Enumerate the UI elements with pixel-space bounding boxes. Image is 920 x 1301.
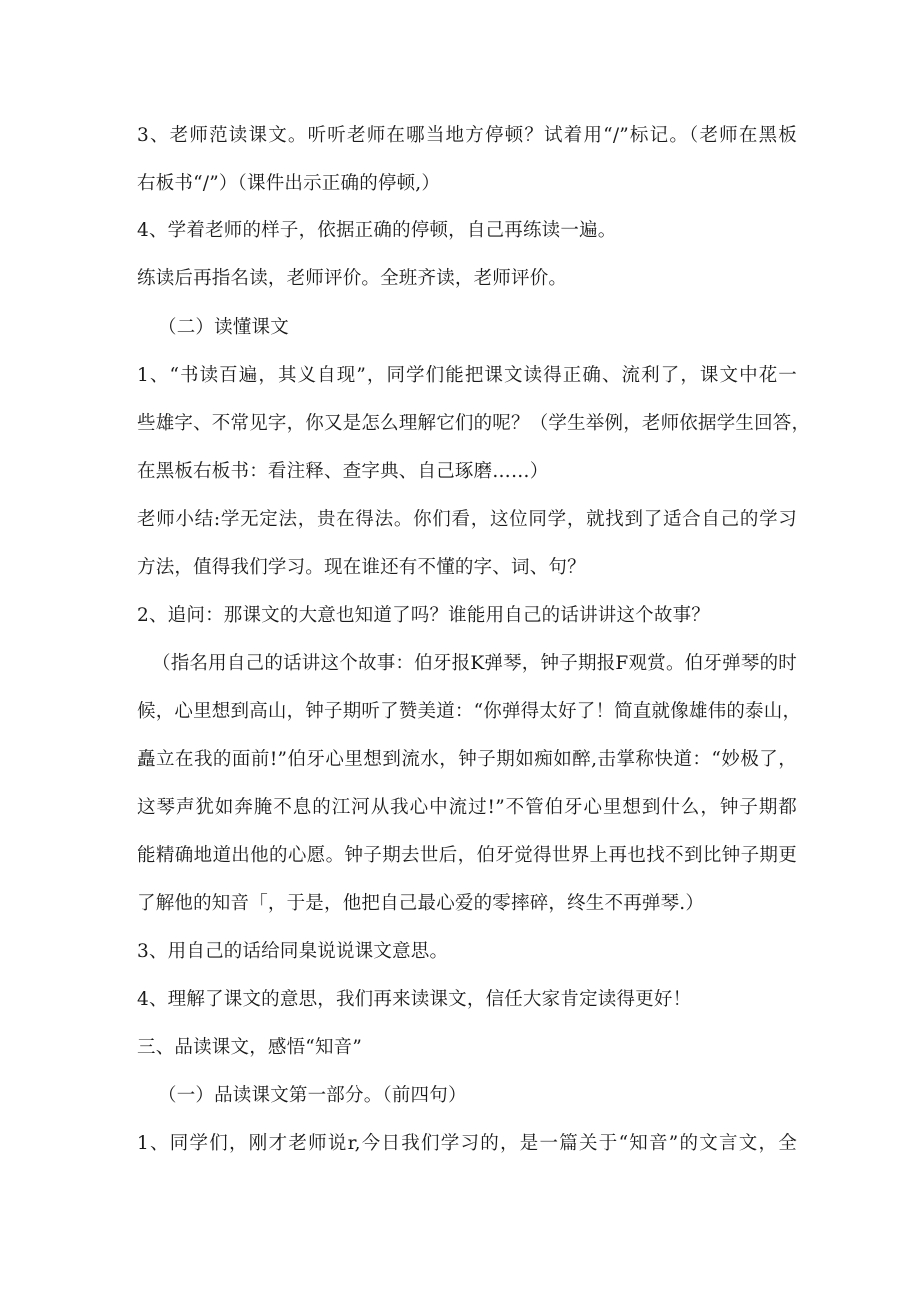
paragraph-line: 3、老师范读课文。听听老师在哪当地方停顿？试着用“/”标记。（老师在黑板: [137, 125, 797, 146]
paragraph-line: （指名用自己的话讲这个故事：伯牙报K弹琴，钟子期报F观赏。伯牙弹琴的时: [152, 653, 797, 674]
paragraph-line: 练读后再指名读，老师评价。全班齐读，老师评价。: [137, 268, 568, 289]
paragraph-line: 了解他的知音「，于是，他把自己最心爱的零摔碎，终生不再弹琴.）: [137, 893, 705, 914]
paragraph-line: 1、同学们，刚才老师说r,今日我们学习的，是一篇关于“知音”的文言文，全: [137, 1133, 797, 1154]
paragraph-line: 老师小结:学无定法，贵在得法。你们看，这位同学，就找到了适合自己的学习: [137, 509, 797, 530]
paragraph-line: 4、学着老师的样子，依据正确的停顿，自己再练读一遍。: [137, 220, 617, 241]
paragraph-line: 候，心里想到高山，钟子期听了赞美道：“你弹得太好了！简直就像雄伟的泰山，: [137, 701, 802, 722]
paragraph-line: 1、“书读百遍，其义自现”，同学们能把课文读得正确、流利了，课文中花一: [137, 365, 797, 386]
paragraph-line: 矗立在我的面前!”伯牙心里想到流水，钟子期如痴如醉,击掌称快道：“妙极了，: [137, 749, 797, 770]
section-heading: （一）品读课文第一部分。（前四句）: [158, 1085, 467, 1106]
paragraph-line: 这琴声犹如奔腌不息的江河从我心中流过!”不管伯牙心里想到什么，钟子期都: [137, 797, 797, 818]
paragraph-line: 在黑板右板书：看注释、查字典、自己琢磨……）: [137, 461, 549, 482]
paragraph-line: 2、追问：那课文的大意也知道了吗？谁能用自己的话讲讲这个故事？: [137, 605, 710, 626]
section-heading: 三、品读课文，感悟“知音”: [137, 1037, 363, 1058]
paragraph-line: 右板书“/”）（课件出示正确的停顿,）: [137, 173, 441, 194]
paragraph-line: 4、理解了课文的意思，我们再来读课文，信任大家肯定读得更好！: [137, 989, 692, 1010]
paragraph-line: 能精确地道出他的心愿。钟子期去世后，伯牙觉得世界上再也找不到比钟子期更: [137, 845, 797, 866]
section-heading: （二）读懂课文: [158, 317, 289, 338]
paragraph-line: 些雄字、不常见字，你又是怎么理解它们的呢？（学生举例，老师依据学生回答，: [137, 413, 811, 434]
paragraph-line: 3、用自己的话给同臬说说课文意思。: [137, 941, 449, 962]
paragraph-line: 方法，值得我们学习。现在谁还有不懂的字、词、句？: [137, 557, 586, 578]
